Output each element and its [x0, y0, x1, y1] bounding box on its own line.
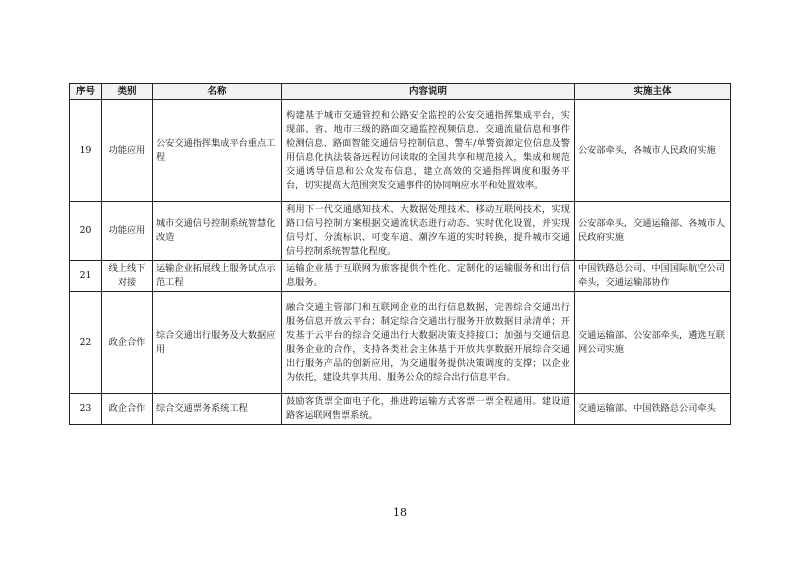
row-category: 线上线下对接: [102, 261, 153, 292]
row-description: 鼓励客货票全面电子化，推进跨运输方式客票一票全程通用。建设道路客运联网售票系统。: [282, 394, 575, 425]
table-row: [70, 100, 731, 202]
row-name: 公安交通指挥集成平台重点工程: [153, 100, 282, 202]
row-description: 构建基于城市交通管控和公路安全监控的公安交通指挥集成平台，实现部、省、地市三级的路面交通监控视频信息、交通流量信息和事件检测信息、路面智能交通信号控制信息、警车/单警资源定位信息及警用信息化执法装备远程访问读取的全国共享和规范接入，集成和规范交通诱导信息和公众发布信息，建立高效的交通指挥调度和服务平台，切实提高大范围突发交通事件的协同响应水平和处置效率。: [282, 100, 575, 202]
row-name: 综合交通票务系统工程: [153, 394, 282, 425]
row-category: 功能应用: [102, 202, 153, 261]
page-number: 18: [393, 506, 407, 519]
header-entity: 实施主体: [575, 84, 731, 100]
header-category: 类别: [102, 84, 153, 100]
header-no: 序号: [70, 84, 102, 100]
table-header-row: [70, 84, 731, 100]
row-entity: 交通运输部、中国铁路总公司牵头: [575, 394, 731, 425]
row-name: 运输企业拓展线上服务试点示范工程: [153, 261, 282, 292]
row-number: 19: [70, 100, 102, 202]
row-number: 22: [70, 292, 102, 394]
row-description: 融合交通主管部门和互联网企业的出行信息数据，完善综合交通出行服务信息开放云平台；制定综合交通出行服务开放数据目录清单；开发基于云平台的综合交通出行大数据决策支持接口；加强与交通信息服务企业的合作，支持各类社会主体基于开放共享数据开展综合交通出行服务产品的创新应用，为交通服务提供决策调度的支撑；以企业为依托，建设共享共用、服务公众的综合出行信息平台。: [282, 292, 575, 394]
row-category: 功能应用: [102, 100, 153, 202]
header-description: 内容说明: [282, 84, 575, 100]
row-entity: 公安部牵头，交通运输部、各城市人民政府实施: [575, 202, 731, 261]
row-category: 政企合作: [102, 394, 153, 425]
row-number: 20: [70, 202, 102, 261]
row-number: 21: [70, 261, 102, 292]
row-name: 综合交通出行服务及大数据应用: [153, 292, 282, 394]
row-description: 运输企业基于互联网为旅客提供个性化、定制化的运输服务和出行信息服务。: [282, 261, 575, 292]
row-description: 利用下一代交通感知技术、大数据处理技术、移动互联网技术，实现路口信号控制方案根据交通流状态进行动态、实时优化设置，并实现信号灯、分流标识、可变车道、潮汐车道的实时转换，提升城市交通信号控制系统智慧化程度。: [282, 202, 575, 261]
row-entity: 中国铁路总公司、中国国际航空公司牵头，交通运输部协作: [575, 261, 731, 292]
project-table: [69, 83, 731, 425]
table-row: [70, 202, 731, 261]
row-name: 城市交通信号控制系统智慧化改造: [153, 202, 282, 261]
row-number: 23: [70, 394, 102, 425]
row-entity: 交通运输部、公安部牵头，遴选互联网公司实施: [575, 292, 731, 394]
header-name: 名称: [153, 84, 282, 100]
table-row: [70, 394, 731, 425]
table-row: [70, 261, 731, 292]
table-row: [70, 292, 731, 394]
row-entity: 公安部牵头，各城市人民政府实施: [575, 100, 731, 202]
row-category: 政企合作: [102, 292, 153, 394]
